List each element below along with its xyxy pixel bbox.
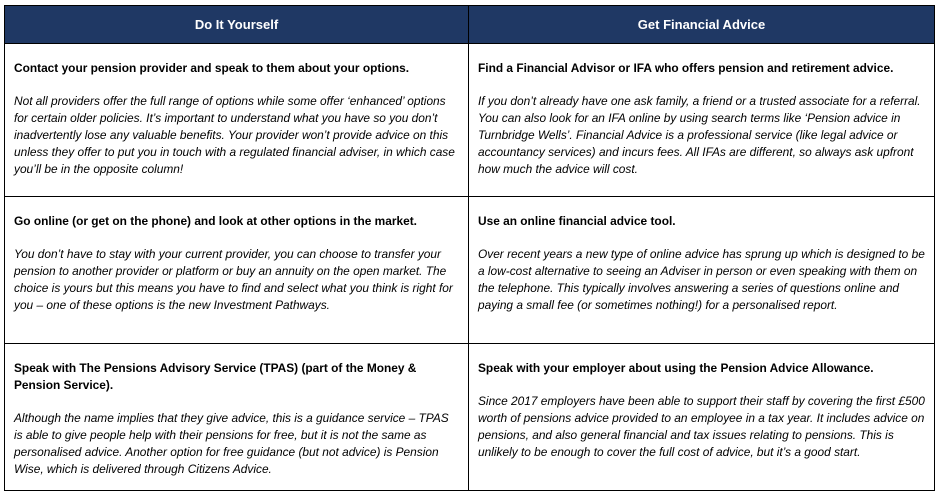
cell-title: Contact your pension provider and speak to them about your options.: [14, 61, 410, 75]
cell-title: Use an online financial advice tool.: [478, 214, 676, 228]
diy-cell-provider: [5, 44, 469, 197]
pension-options-table: [4, 5, 935, 491]
advice-cell-online-tool: [469, 197, 935, 344]
cell-title: Speak with The Pensions Advisory Service (TPAS) (part of the Money & Pension Service).: [14, 361, 417, 392]
advice-cell-employer: [469, 344, 935, 491]
diy-cell-tpas: [5, 344, 469, 491]
cell-body: Over recent years a new type of online advice has sprung up which is designed to be a low-cost alternative to seeing an Adviser in person or even speaking with them on the telephone. This typically involves answering a series of questions online and paying a small fee (or sometimes nothing!) for a personalised report.: [478, 247, 925, 312]
diy-cell-online: [5, 197, 469, 344]
table-row: [5, 197, 935, 344]
header-get-financial-advice: Get Financial Advice: [469, 6, 935, 44]
table-header-row: [5, 6, 935, 44]
cell-body: If you don’t already have one ask family, a friend or a trusted associate for a referral. You can also look for an IFA online by using search terms like ‘Pension advice in Turnbridge Wells’. Financial Advice is a professional service (like legal advice or accountancy services) and incurs fees. All IFAs are different, so always ask upfront how much the advice will cost.: [478, 94, 921, 176]
cell-body: You don’t have to stay with your current provider, you can choose to transfer your pension to another provider or platform or buy an annuity on the open market. The choice is yours but this means you have to find and select what you think is right for you – one of these options is the new Investment Pathways.: [14, 247, 453, 312]
cell-title: Find a Financial Advisor or IFA who offers pension and retirement advice.: [478, 61, 894, 75]
table-row: [5, 44, 935, 197]
advice-cell-ifa: [469, 44, 935, 197]
header-do-it-yourself: Do It Yourself: [5, 6, 469, 44]
table-row: [5, 344, 935, 491]
cell-body: Since 2017 employers have been able to support their staff by covering the first £500 worth of pensions advice provided to an employee in a tax year. It includes advice on pensions, and also general financial and tax issues relating to pensions. This is unlikely to be enough to cover the full cost of advice, but it’s a good start.: [478, 394, 925, 459]
cell-body: Although the name implies that they give advice, this is a guidance service – TPAS is able to give people help with their pensions for free, but it is not the same as personalised advice. Another option for free guidance (but not advice) is Pension Wise, which is delivered through Citizens Advice.: [14, 411, 449, 476]
cell-title: Speak with your employer about using the Pension Advice Allowance.: [478, 361, 874, 375]
cell-body: Not all providers offer the full range of options while some offer ‘enhanced’ options for certain older policies. It’s important to understand what you have so you don’t inadvertently lose any valuable benefits. Your provider won’t provide advice on this unless they offer to put you in touch with a regulated financial adviser, in which case you’ll be in the opposite column!: [14, 94, 455, 176]
cell-title: Go online (or get on the phone) and look at other options in the market.: [14, 214, 417, 228]
